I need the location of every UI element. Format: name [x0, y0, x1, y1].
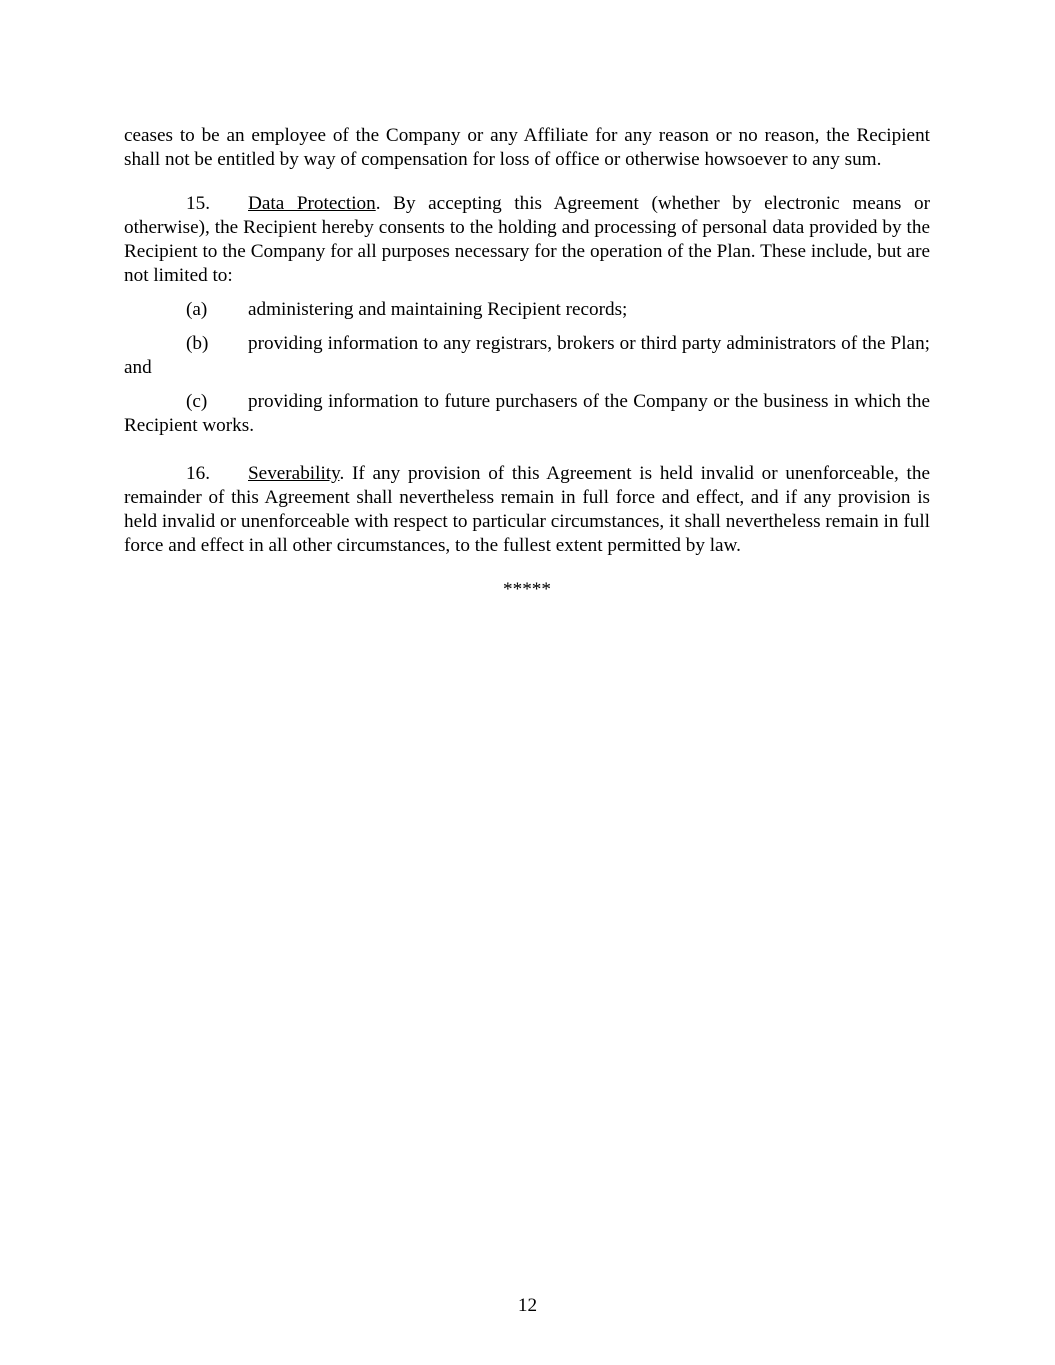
continuation-paragraph: ceases to be an employee of the Company or any Affiliate for any reason or no reason, the Recipient shall not be entitled by way of compensation for loss of office or otherwise howsoever to any sum. [124, 125, 930, 170]
list-item-a-text: administering and maintaining Recipient records; [248, 299, 628, 320]
list-item-a-label: (a) [186, 299, 208, 320]
section-15-number: 15. [186, 193, 210, 214]
list-item-b [124, 332, 930, 380]
list-item-a [124, 298, 930, 322]
document-page [124, 124, 930, 602]
section-16-heading: Severability [248, 463, 340, 484]
section-16-number: 16. [186, 463, 210, 484]
end-marker: ***** [503, 579, 551, 600]
page-number: 12 [517, 1295, 538, 1316]
section-16-body: . If any provision of this Agreement is held invalid or unenforceable, the remainder of this Agreement shall nevertheless remain in full force and effect, and if any provision is held invalid or unenforceable with respect to particular circumstances, it shall nevertheless remain in full force and effect in all other circumstances, to the fullest extent permitted by law. [124, 463, 930, 556]
list-item-b-label: (b) [186, 333, 209, 354]
section-15-heading: Data Protection [248, 193, 376, 214]
list-item-c-label: (c) [186, 391, 208, 412]
list-item-b-text: providing information to any registrars, brokers or third party administrators of the Plan; and [124, 333, 930, 378]
list-item-c-text: providing information to future purchasers of the Company or the business in which the Recipient works. [124, 391, 930, 436]
section-16-paragraph [124, 462, 930, 558]
list-item-c [124, 390, 930, 438]
section-15-body: . By accepting this Agreement (whether by electronic means or otherwise), the Recipient hereby consents to the holding and processing of personal data provided by the Recipient to the Company for all purposes necessary for the operation of the Plan. These include, but are not limited to: [124, 193, 930, 286]
section-15-paragraph [124, 192, 930, 288]
